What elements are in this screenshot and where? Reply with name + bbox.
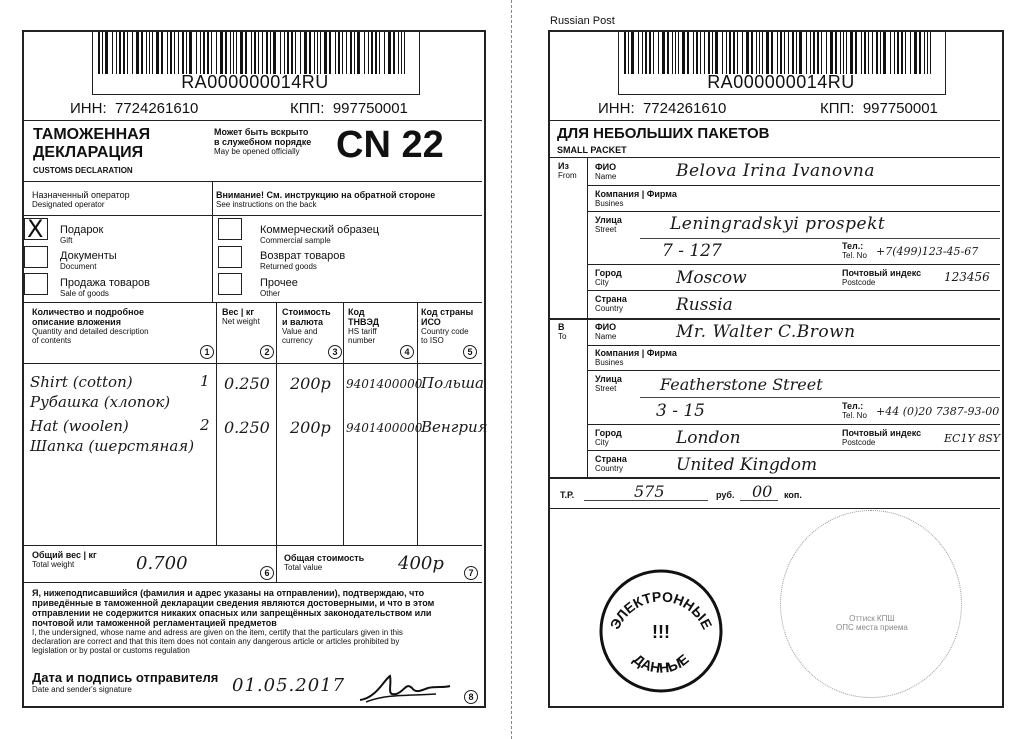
document-label: Документы Document: [60, 250, 117, 271]
total-value-amount: 400р: [398, 553, 444, 574]
customs-title: ТАМОЖЕННАЯ ДЕКЛАРАЦИЯ: [33, 126, 151, 161]
page-divider: [511, 0, 512, 739]
recipient-tel-label: Тел.: Tel. No: [842, 401, 867, 420]
recipient-postcode: EC1Y 8SY: [944, 432, 1000, 445]
recipient-tel: +44 (0)20 7387-93-00: [876, 405, 1000, 418]
total-weight-value: 0.700: [136, 553, 188, 574]
kop-label: коп.: [784, 490, 802, 500]
sender-name-label: ФИО Name: [595, 162, 617, 181]
open-officially: Может быть вскрыто в служебном порядке May be opened officially: [214, 127, 312, 156]
russian-post-header: Russian Post: [550, 15, 615, 27]
item-2-value: 200р: [290, 418, 331, 437]
cn22-title: CN 22: [336, 124, 444, 166]
date-number: 8: [464, 690, 478, 704]
inn-right: ИНН: 7724261610: [598, 100, 727, 117]
sender-street: Leningradskyi prospekt: [670, 214, 886, 234]
commercial-checkbox[interactable]: [218, 218, 242, 240]
tr-value: 575: [634, 482, 665, 501]
stamp-top-text: ЭЛЕКТРОННЫЕ: [606, 588, 716, 632]
barcode-left: [98, 32, 410, 74]
document-checkbox[interactable]: [24, 246, 48, 268]
sender-postcode-label: Почтовый индекс Postcode: [842, 268, 922, 287]
total-weight-number: 6: [260, 566, 274, 580]
item-2-country: Венгрия: [421, 418, 488, 436]
postmark-text: Оттиск КПШ ОПС места приема: [836, 614, 908, 632]
recipient-country: United Kingdom: [676, 455, 818, 475]
svg-text:ДАННЫЕ: [630, 651, 691, 676]
recipient-house: 3 - 15: [656, 401, 705, 421]
sender-house: 7 - 127: [662, 241, 722, 261]
stamp-mid-text: !!!: [652, 622, 670, 642]
small-packet-title-en: SMALL PACKET: [557, 145, 627, 155]
sender-tel: +7(499)123-45-67: [876, 245, 979, 258]
recipient-postcode-label: Почтовый индекс Postcode: [842, 428, 922, 447]
barcode-number-right: RA000000014RU: [707, 72, 855, 92]
barcode-right: [624, 32, 936, 74]
date-value: 01.05.2017: [232, 675, 346, 696]
sender-city: Moscow: [676, 268, 747, 288]
total-value-label: Общая стоимость Total value: [284, 553, 365, 572]
other-label: Прочее Other: [260, 277, 298, 298]
col-country-header: Код страны ИСО Country code to ISO 5: [421, 307, 479, 345]
col-hs-header: Код ТНВЭД HS tariff number 4: [348, 307, 414, 345]
recipient-company-label: Компания | Фирма Busines: [595, 348, 677, 367]
from-label: Из From: [558, 161, 577, 180]
sender-postcode: 123456: [944, 270, 990, 284]
total-value-number: 7: [464, 566, 478, 580]
recipient-country-label: Страна Country: [595, 454, 627, 473]
sale-checkbox[interactable]: [24, 273, 48, 295]
item-1-weight: 0.250: [224, 374, 270, 393]
sender-name: Belova Irina Ivanovna: [676, 161, 875, 181]
tr-label: Т.Р.: [560, 490, 575, 500]
item-2-qty: 2: [200, 416, 210, 434]
recipient-street: Featherstone Street: [660, 375, 823, 394]
other-checkbox[interactable]: [218, 273, 242, 295]
kpp-left: КПП: 997750001: [290, 100, 408, 117]
sender-country-label: Страна Country: [595, 294, 627, 313]
gift-label: Подарок Gift: [60, 224, 104, 245]
sender-country: Russia: [676, 295, 733, 315]
recipient-city-label: Город City: [595, 428, 622, 447]
commercial-label: Коммерческий образец Commercial sample: [260, 224, 380, 245]
kpp-right: КПП: 997750001: [820, 100, 938, 117]
item-row-2: Hat (woolen) Шапка (шерстяная): [30, 417, 195, 455]
barcode-number-left: RA000000014RU: [181, 72, 329, 92]
designated-operator: Назначенный оператор Designated operator: [32, 190, 130, 209]
recipient-name-label: ФИО Name: [595, 322, 617, 341]
sale-label: Продажа товаров Sale of goods: [60, 277, 150, 298]
returned-label: Возврат товаров Returned goods: [260, 250, 346, 271]
col-weight-header: Вес | кг Net weight 2: [222, 307, 274, 326]
sender-tel-label: Тел.: Tel. No: [842, 241, 867, 260]
date-signature-label: Дата и подпись отправителя Date and sender's signature: [32, 670, 219, 694]
declaration-text: Я, нижеподписавшийся (фамилия и адрес указаны на отправлении), подтверждаю, что приведённые в таможенной декларации сведения являются достоверными, и что в этом отправлении не содержится никаких опасных или запрещённых законодательством или почтовой или таможенной регламентацией предметов I, the undersigned, whose name and adress are given on the item, certify that the particulars given in this declaration are correct and that this item does not contain any dangerous article or articles prohibited by legislation or by postal or customs regulation: [32, 588, 435, 655]
stamp-bottom-text: ДАННЫЕ: [630, 650, 692, 676]
item-1-qty: 1: [200, 372, 210, 390]
item-1-country: Польша: [421, 374, 484, 392]
rub-label: руб.: [716, 490, 735, 500]
recipient-city: London: [676, 428, 741, 448]
gift-checkbox[interactable]: X: [24, 218, 48, 240]
inn-left: ИНН: 7724261610: [70, 100, 199, 117]
sender-street-label: Улица Street: [595, 215, 622, 234]
sender-signature: [356, 672, 456, 706]
attention-note: Внимание! См. инструкцию на обратной стороне See instructions on the back: [216, 190, 436, 209]
item-1-hs: 9401400000: [346, 377, 423, 391]
kop-value: 00: [752, 482, 773, 501]
small-packet-title: ДЛЯ НЕБОЛЬШИХ ПАКЕТОВ: [557, 125, 770, 142]
col-description-header: Количество и подробное описание вложения Quantity and detailed description of contents 1: [32, 307, 212, 345]
total-weight-label: Общий вес | кг Total weight: [32, 550, 97, 569]
to-label: В To: [558, 322, 567, 341]
item-1-value: 200р: [290, 374, 331, 393]
returned-checkbox[interactable]: [218, 246, 242, 268]
customs-title-en: CUSTOMS DECLARATION: [33, 166, 133, 175]
col-value-header: Стоимость и валюта Value and currency 3: [282, 307, 342, 345]
item-row-1: Shirt (cotton) Рубашка (хлопок): [30, 373, 171, 411]
recipient-street-label: Улица Street: [595, 374, 622, 393]
sender-city-label: Город City: [595, 268, 622, 287]
item-2-hs: 9401400000: [346, 421, 423, 435]
electronic-data-stamp: [598, 568, 724, 694]
sender-company-label: Компания | Фирма Busines: [595, 189, 677, 208]
item-2-weight: 0.250: [224, 418, 270, 437]
postmark-placeholder: [780, 510, 962, 698]
recipient-name: Mr. Walter C.Brown: [676, 322, 856, 342]
